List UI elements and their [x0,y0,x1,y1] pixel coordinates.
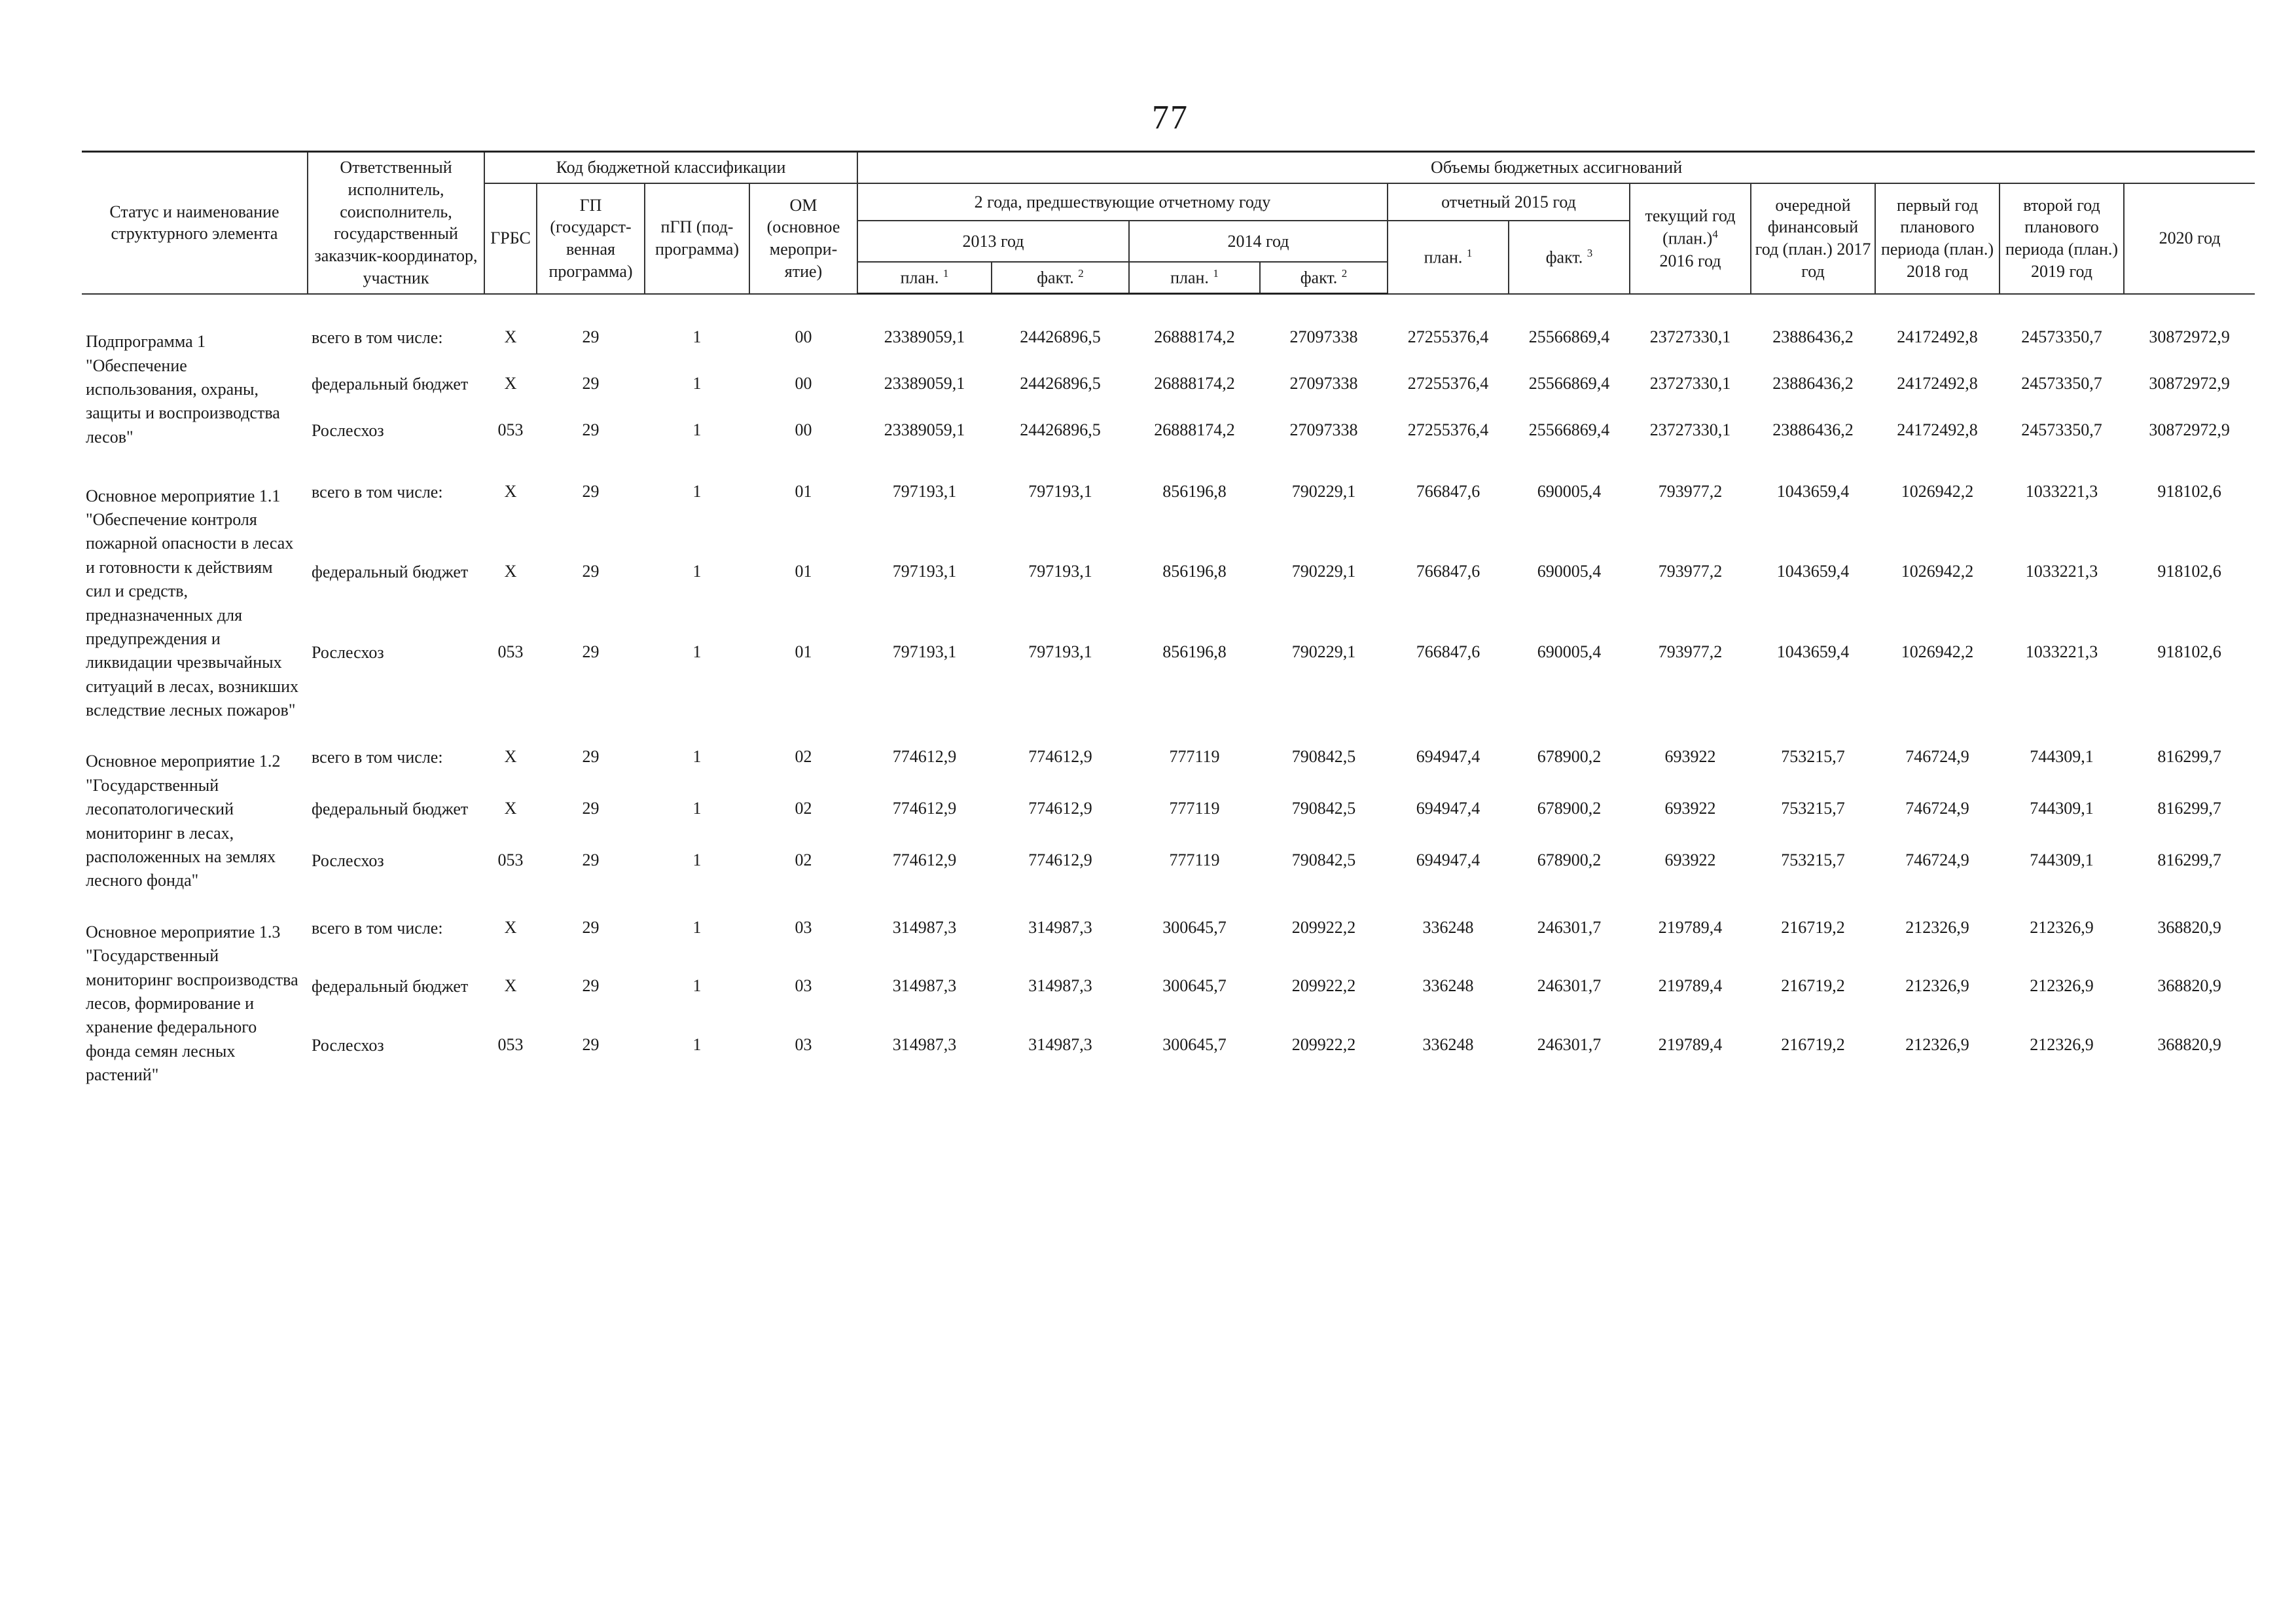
cell-value: 693922 [1664,850,1716,869]
cell-value: 790842,5 [1291,747,1356,767]
cell-value: 774612,9 [892,850,957,869]
cell-value: 797193,1 [892,562,957,581]
cell-value: 314987,3 [892,1035,957,1055]
cell-value: 25566869,4 [1528,374,1610,393]
cell-value: 25566869,4 [1528,420,1610,440]
table-body [82,294,2255,1099]
cell-value: 300645,7 [1162,976,1227,996]
cell-value: 24426896,5 [1020,420,1101,440]
cell-value: 793977,2 [1658,642,1723,661]
cell-grbs: Х [504,481,517,501]
header-fact-2013 [992,262,1129,294]
cell-gp: 29 [582,917,600,937]
cell-value: 777119 [1169,747,1220,767]
cell-pgp: 1 [692,327,702,347]
cell-value: 23886436,2 [1772,327,1854,347]
cell-value: 790842,5 [1291,799,1356,818]
row-label: Рослесхоз [312,642,384,662]
fact-sup: 2 [1341,266,1348,280]
header-next-2017: очередной финансовый год (план.) 2017 год [1751,183,1875,294]
cell-value: 212326,9 [1905,1035,1969,1055]
cell-pgp: 1 [692,917,702,937]
cell-value: 246301,7 [1537,976,1602,996]
cell-value: 314987,3 [1028,1035,1092,1055]
cell-value: 314987,3 [892,976,957,996]
header-2013: 2013 год [857,221,1129,261]
row-label: федеральный бюджет [312,562,469,582]
header-current-2016-sup: 4 [1712,228,1718,241]
cell-value: 314987,3 [1028,976,1092,996]
cell-value: 27255376,4 [1407,420,1489,440]
cell-value: 24573350,7 [2021,327,2102,347]
cell-pgp: 1 [692,374,702,393]
cell-value: 23389059,1 [884,420,965,440]
cell-value: 219789,4 [1658,976,1723,996]
table-row [82,1022,2255,1099]
cell-value: 314987,3 [1028,917,1092,937]
table-row [82,786,2255,837]
cell-value: 246301,7 [1537,1035,1602,1055]
plan-sup: 1 [1213,266,1219,280]
cell-pgp: 1 [692,850,702,869]
cell-value: 30872972,9 [2149,327,2230,347]
header-first-2018: первый год планового периода (план.) 2018 год [1875,183,2000,294]
cell-gp: 29 [582,850,600,869]
cell-grbs: 053 [497,420,524,440]
cell-value: 790229,1 [1291,481,1356,501]
header-status-name: Статус и наименование структурного элемента [82,152,308,294]
cell-value: 23886436,2 [1772,420,1854,440]
cell-value: 746724,9 [1905,747,1969,767]
cell-grbs: Х [504,917,517,937]
section-title: Основное мероприятие 1.3 "Государственный мониторинг воспроизводства лесов, формирование и хранение федерального фонда семян лесных растений" [86,922,298,1085]
cell-om: 01 [795,562,812,581]
table-row [82,963,2255,1022]
cell-value: 336248 [1422,976,1474,996]
cell-value: 26888174,2 [1154,420,1235,440]
table-row [82,837,2255,905]
cell-grbs: 053 [497,1035,524,1055]
cell-value: 23727330,1 [1649,374,1731,393]
cell-pgp: 1 [692,562,702,581]
table-row [82,407,2255,468]
cell-value: 744309,1 [2030,799,2094,818]
cell-value: 30872972,9 [2149,420,2230,440]
cell-value: 300645,7 [1162,1035,1227,1055]
row-label: федеральный бюджет [312,374,469,394]
cell-value: 766847,6 [1416,642,1480,661]
cell-om: 00 [795,327,812,347]
cell-value: 25566869,4 [1528,327,1610,347]
header-current-2016-year: 2016 год [1659,251,1721,270]
cell-gp: 29 [582,642,600,661]
cell-value: 27097338 [1289,327,1358,347]
cell-value: 797193,1 [1028,481,1092,501]
cell-value: 24573350,7 [2021,374,2102,393]
cell-om: 02 [795,747,812,767]
cell-gp: 29 [582,747,600,767]
plan-label: план. [900,268,939,287]
cell-value: 793977,2 [1658,562,1723,581]
cell-om: 01 [795,642,812,661]
row-label: Рослесхоз [312,850,384,870]
cell-value: 790229,1 [1291,642,1356,661]
cell-value: 368820,9 [2157,976,2221,996]
header-om: ОМ (основное меропри-ятие) [749,183,857,294]
cell-value: 790229,1 [1291,562,1356,581]
cell-pgp: 1 [692,481,702,501]
header-gp: ГП (государст-венная программа) [537,183,645,294]
fact-label: факт. [1545,247,1583,267]
cell-grbs: Х [504,374,517,393]
cell-value: 774612,9 [1028,850,1092,869]
cell-om: 02 [795,850,812,869]
cell-value: 918102,6 [2157,481,2221,501]
cell-gp: 29 [582,374,600,393]
cell-value: 744309,1 [2030,747,2094,767]
row-label: всего в том числе: [312,748,443,767]
table-row [82,734,2255,786]
page-number: 77 [1152,99,1189,136]
cell-value: 797193,1 [892,481,957,501]
cell-value: 24172492,8 [1897,327,1978,347]
cell-value: 746724,9 [1905,799,1969,818]
cell-value: 216719,2 [1781,976,1845,996]
cell-om: 01 [795,481,812,501]
cell-value: 918102,6 [2157,562,2221,581]
cell-value: 209922,2 [1291,1035,1356,1055]
cell-pgp: 1 [692,799,702,818]
cell-value: 23389059,1 [884,374,965,393]
cell-gp: 29 [582,420,600,440]
cell-value: 856196,8 [1162,481,1227,501]
header-budget-code: Код бюджетной классификации [484,152,857,183]
cell-value: 209922,2 [1291,917,1356,937]
header-reporting-2015: отчетный 2015 год [1388,183,1630,221]
row-label: федеральный бюджет [312,977,469,996]
cell-value: 753215,7 [1781,850,1845,869]
header-current-2016 [1630,183,1751,294]
fact-label: факт. [1300,268,1338,287]
cell-value: 793977,2 [1658,481,1723,501]
table-row [82,905,2255,964]
cell-value: 856196,8 [1162,562,1227,581]
cell-value: 368820,9 [2157,1035,2221,1055]
cell-value: 212326,9 [2030,917,2094,937]
cell-gp: 29 [582,976,600,996]
cell-grbs: Х [504,976,517,996]
cell-value: 216719,2 [1781,1035,1845,1055]
cell-grbs: Х [504,747,517,767]
row-label: федеральный бюджет [312,799,469,819]
cell-value: 1043659,4 [1776,642,1850,661]
cell-value: 24172492,8 [1897,420,1978,440]
cell-value: 212326,9 [1905,976,1969,996]
cell-value: 816299,7 [2157,747,2221,767]
cell-pgp: 1 [692,642,702,661]
section-title: Подпрограмма 1 "Обеспечение использования, охраны, защиты и воспроизводства лесов" [86,332,280,447]
cell-value: 24573350,7 [2021,420,2102,440]
cell-value: 690005,4 [1537,562,1602,581]
cell-value: 766847,6 [1416,481,1480,501]
cell-value: 1026942,2 [1901,562,1974,581]
cell-value: 209922,2 [1291,976,1356,996]
cell-value: 26888174,2 [1154,327,1235,347]
header-plan-2013 [857,262,992,294]
cell-value: 314987,3 [892,917,957,937]
row-label: всего в том числе: [312,918,443,938]
row-label: всего в том числе: [312,328,443,348]
cell-pgp: 1 [692,420,702,440]
cell-value: 27255376,4 [1407,327,1489,347]
section-title: Основное мероприятие 1.2 "Государственный лесопатологический мониторинг в лесах, расположенных на землях лесного фонда" [86,752,281,890]
cell-value: 774612,9 [1028,747,1092,767]
cell-grbs: Х [504,799,517,818]
cell-value: 774612,9 [892,747,957,767]
row-label: Рослесхоз [312,421,384,441]
cell-value: 816299,7 [2157,850,2221,869]
cell-value: 219789,4 [1658,1035,1723,1055]
cell-pgp: 1 [692,1035,702,1055]
cell-value: 27097338 [1289,420,1358,440]
header-fact-2014 [1260,262,1388,294]
table-row [82,469,2255,549]
header-prev-years: 2 года, предшествующие отчетному году [857,183,1388,221]
cell-value: 678900,2 [1537,747,1602,767]
cell-value: 744309,1 [2030,850,2094,869]
plan-label: план. [1424,247,1463,267]
cell-value: 777119 [1169,850,1220,869]
cell-value: 1043659,4 [1776,481,1850,501]
cell-value: 1033221,3 [2025,642,2098,661]
cell-value: 23727330,1 [1649,420,1731,440]
cell-om: 00 [795,374,812,393]
cell-value: 753215,7 [1781,747,1845,767]
cell-value: 219789,4 [1658,917,1723,937]
cell-om: 00 [795,420,812,440]
cell-value: 27097338 [1289,374,1358,393]
cell-value: 856196,8 [1162,642,1227,661]
header-plan-2015 [1388,221,1509,293]
cell-value: 212326,9 [2030,976,2094,996]
cell-value: 30872972,9 [2149,374,2230,393]
cell-value: 816299,7 [2157,799,2221,818]
cell-value: 246301,7 [1537,917,1602,937]
cell-value: 753215,7 [1781,799,1845,818]
table-row [82,314,2255,361]
cell-value: 23886436,2 [1772,374,1854,393]
cell-value: 797193,1 [892,642,957,661]
header-pgp: пГП (под-программа) [645,183,749,294]
plan-label: план. [1170,268,1209,287]
cell-value: 1033221,3 [2025,481,2098,501]
cell-value: 23389059,1 [884,327,965,347]
cell-value: 797193,1 [1028,642,1092,661]
header-volumes: Объемы бюджетных ассигнований [857,152,2255,183]
table-row [82,549,2255,629]
cell-value: 1043659,4 [1776,562,1850,581]
row-label: всего в том числе: [312,482,443,501]
cell-om: 03 [795,1035,812,1055]
header-responsible: Ответственный исполнитель, соисполнитель, государственный заказчик-координатор, участник [308,152,484,294]
cell-value: 24172492,8 [1897,374,1978,393]
cell-grbs: Х [504,562,517,581]
cell-om: 03 [795,976,812,996]
cell-value: 746724,9 [1905,850,1969,869]
cell-value: 27255376,4 [1407,374,1489,393]
fact-sup: 2 [1078,266,1084,280]
cell-value: 766847,6 [1416,562,1480,581]
header-2014: 2014 год [1129,221,1388,261]
cell-value: 212326,9 [1905,917,1969,937]
cell-value: 690005,4 [1537,642,1602,661]
cell-pgp: 1 [692,976,702,996]
header-2020: 2020 год [2124,183,2255,294]
cell-value: 690005,4 [1537,481,1602,501]
cell-value: 777119 [1169,799,1220,818]
cell-value: 1033221,3 [2025,562,2098,581]
header-second-2019: второй год планового периода (план.) 2019 год [2000,183,2124,294]
cell-gp: 29 [582,327,600,347]
cell-gp: 29 [582,562,600,581]
cell-om: 02 [795,799,812,818]
cell-value: 336248 [1422,917,1474,937]
cell-value: 790842,5 [1291,850,1356,869]
cell-value: 774612,9 [1028,799,1092,818]
cell-value: 24426896,5 [1020,327,1101,347]
cell-value: 694947,4 [1416,799,1480,818]
header-plan-2014 [1129,262,1260,294]
cell-value: 678900,2 [1537,850,1602,869]
cell-om: 03 [795,917,812,937]
cell-gp: 29 [582,1035,600,1055]
cell-value: 368820,9 [2157,917,2221,937]
cell-value: 694947,4 [1416,747,1480,767]
cell-grbs: Х [504,327,517,347]
cell-value: 678900,2 [1537,799,1602,818]
header-current-2016-text: текущий год (план.) [1645,206,1736,248]
cell-value: 24426896,5 [1020,374,1101,393]
cell-grbs: 053 [497,642,524,661]
cell-grbs: 053 [497,850,524,869]
plan-sup: 1 [942,266,949,280]
cell-gp: 29 [582,799,600,818]
cell-value: 694947,4 [1416,850,1480,869]
cell-value: 693922 [1664,747,1716,767]
cell-gp: 29 [582,481,600,501]
plan-sup: 1 [1466,246,1473,259]
cell-pgp: 1 [692,747,702,767]
header-fact-2015 [1509,221,1630,293]
cell-value: 1026942,2 [1901,642,1974,661]
header-grbs: ГРБС [484,183,537,294]
cell-value: 774612,9 [892,799,957,818]
table-row [82,629,2255,735]
cell-value: 26888174,2 [1154,374,1235,393]
fact-sup: 3 [1587,246,1593,259]
cell-value: 1026942,2 [1901,481,1974,501]
fact-label: факт. [1037,268,1074,287]
cell-value: 336248 [1422,1035,1474,1055]
row-label: Рослесхоз [312,1036,384,1055]
section-title: Основное мероприятие 1.1 "Обеспечение контроля пожарной опасности в лесах и готовности к действиям сил и средств, предназначенных для предупреждения и ликвидации чрезвычайных ситуаций в лесах, возникших вследствие лесных пожаров" [86,486,299,720]
table-row [82,361,2255,407]
cell-value: 216719,2 [1781,917,1845,937]
cell-value: 23727330,1 [1649,327,1731,347]
cell-value: 300645,7 [1162,917,1227,937]
budget-allocations-table [82,151,2255,1099]
cell-value: 693922 [1664,799,1716,818]
cell-value: 212326,9 [2030,1035,2094,1055]
table-header [82,152,2255,294]
cell-value: 918102,6 [2157,642,2221,661]
cell-value: 797193,1 [1028,562,1092,581]
